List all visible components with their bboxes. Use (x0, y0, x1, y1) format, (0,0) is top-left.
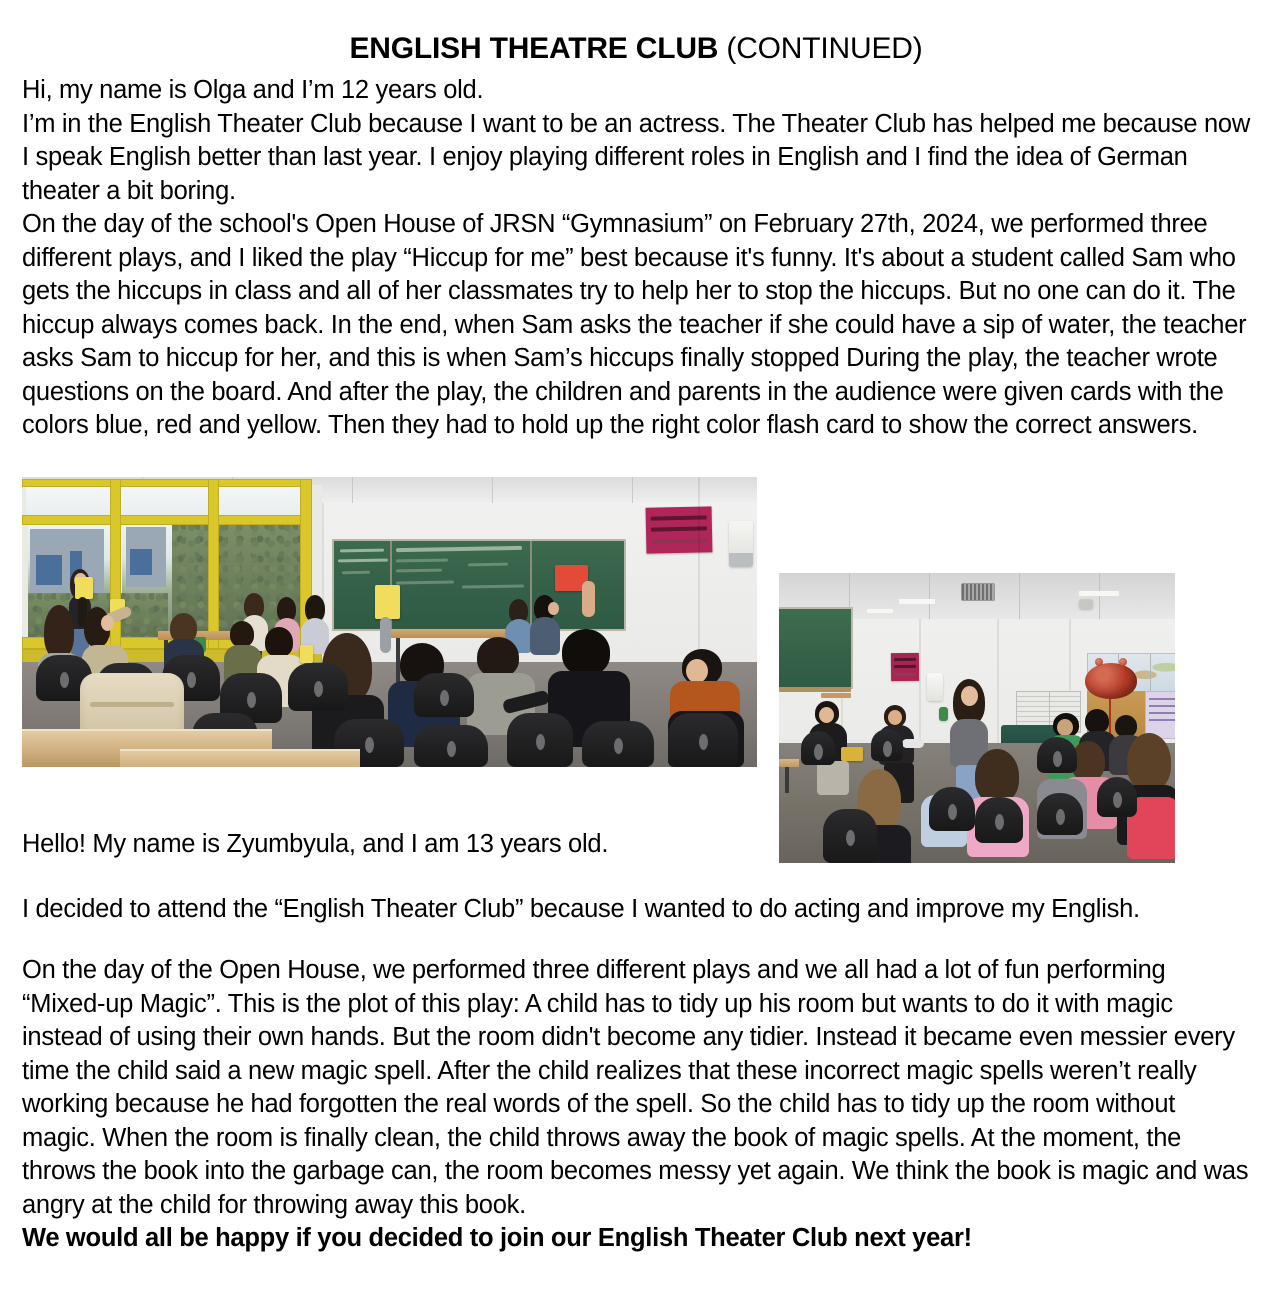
raised-arm (380, 617, 391, 653)
photo-classroom-student-presenting (779, 573, 1175, 863)
zyumbyula-intro: Hello! My name is Zyumbyula, and I am 13 years old. (22, 830, 609, 858)
torso (530, 617, 560, 655)
head (101, 615, 114, 631)
olga-paragraph-2: On the day of the school's Open House of JRSN “Gymnasium” on February 27th, 2024, we performed three different plays, and I liked the play “Hiccup for me” best because it's funny. It's about a student called Sam who gets the hiccups in class and all of her classmates try to help her to stop the hiccups. But no one can do it. The hiccup always comes back. In the end, when Sam asks the teacher if she could have a sip of water, the teacher asks Sam to hiccup for her, and this is when Sam’s hiccups finally stopped During the play, the teacher wrote questions on the board. And after the play, the children and parents in the audience were given cards with the colors blue, red and yellow. Then they had to hold up the right color flash card to show the correct answers. (22, 210, 1247, 439)
hair (1115, 715, 1137, 737)
note-text-line (1149, 698, 1175, 700)
paper-towel-dispenser (729, 521, 753, 567)
raised-arm (582, 581, 595, 617)
chalk-writing (340, 549, 384, 553)
chalkboard-tray (821, 693, 851, 698)
olga-paragraph-1: I’m in the English Theater Club because I want to be an actress. The Theater Club has helped me because now I speak English better than last year. I enjoy playing different roles in English and I find the idea of German theater a bit boring. (22, 109, 1251, 205)
chalk-writing (396, 569, 442, 573)
yellow-folder (841, 747, 863, 761)
english-theatre-club-poster (891, 653, 919, 681)
ceiling-grid-line (929, 573, 930, 619)
ceiling-grid-line (1099, 573, 1100, 619)
head (686, 659, 708, 683)
hair (265, 627, 293, 657)
note-text-line (1149, 719, 1175, 721)
classroom-chair (871, 729, 903, 761)
classroom-chair (668, 713, 738, 767)
poster-text-line (894, 673, 915, 676)
chalk-writing (396, 580, 454, 584)
hair (477, 637, 519, 677)
note-text-line (1149, 705, 1175, 707)
poster-text-line (894, 658, 915, 661)
balloon-string (1109, 699, 1111, 735)
classroom-chair (507, 713, 573, 767)
head (888, 710, 902, 725)
yellow-flash-card (75, 577, 93, 599)
legs (817, 761, 849, 795)
wall-speaker (1079, 599, 1093, 609)
map-divider (1150, 654, 1151, 692)
hair (44, 605, 74, 659)
crab-foil-balloon (1085, 663, 1137, 699)
hair (230, 621, 254, 647)
balloon-eye (1095, 658, 1103, 666)
hair (1085, 709, 1109, 733)
exterior-window (36, 555, 62, 585)
zyumbyula-paragraph-2-section (22, 954, 1254, 1256)
foreground-desk (120, 749, 360, 767)
window-frame (22, 515, 312, 525)
classroom-chair (288, 663, 348, 711)
window-glass (26, 487, 114, 515)
zyumbyula-paragraph-2: On the day of the Open House, we performed three different plays and we all had a lot of fun performing “Mixed-up Magic”. This is the plot of this play: A child has to tidy up his room but wants to do it with magic instead of using their own hands. But the room didn't become any tidier. Instead it became even messier every time the child said a new magic spell. After the child realizes that these incorrect magic spells weren’t really working because he had forgotten the real words of the spell. So the child has to tidy up the room without magic. When the room is finally clean, the child throws away the book of magic spells. At the moment, the throws the book into the garbage can, the room becomes messy yet again. We think the book is magic and was angry at the child for throwing away this book. (22, 956, 1249, 1219)
zyumbyula-paragraph-1: I decided to attend the “English Theater Club” because I wanted to do acting and improve my English. (22, 895, 1140, 923)
head (548, 602, 559, 615)
ceiling-light (899, 599, 935, 604)
zyumbyula-intro-section (22, 828, 767, 862)
classroom-chair (582, 721, 654, 767)
chalkboard-divider (530, 541, 532, 629)
classroom-chair (801, 731, 835, 765)
window-frame (208, 479, 219, 649)
ceiling-grid-line (352, 477, 353, 503)
page-title-bold: ENGLISH THEATRE CLUB (349, 32, 719, 66)
photo-2-scene (779, 573, 1175, 863)
hair (1127, 733, 1171, 791)
zyumbyula-paragraph-1-section (22, 893, 1254, 927)
yellow-flash-card (375, 585, 400, 619)
window-frame (22, 479, 312, 487)
head (1057, 719, 1073, 736)
olga-intro: Hi, my name is Olga and I’m 12 years old. (22, 76, 484, 104)
classroom-chair (823, 809, 877, 863)
page-title (0, 30, 1272, 68)
page-title-continued: (CONTINUED) (718, 32, 923, 66)
zyumbyula-closing: We would all be happy if you decided to join our English Theater Club next year! (22, 1224, 972, 1252)
chalk-writing (462, 584, 524, 588)
chalkboard (779, 607, 853, 689)
wall-seam (997, 619, 999, 749)
chalk-writing (396, 559, 448, 563)
chalk-writing (468, 563, 508, 567)
ceiling-grid-line (1019, 573, 1020, 619)
window-glass (120, 485, 210, 515)
classroom-chair (1037, 737, 1077, 773)
head (961, 686, 978, 706)
hair (975, 749, 1019, 803)
exterior-window (130, 549, 152, 575)
classroom-chair (929, 787, 975, 831)
photo-1-scene (22, 477, 757, 767)
classroom-chair (1037, 793, 1083, 835)
desk-leg (785, 767, 789, 793)
classroom-chair (1097, 777, 1137, 817)
side-desk (779, 759, 799, 767)
note-text-line (1149, 712, 1175, 714)
english-theatre-club-poster (646, 506, 713, 553)
classroom-chair (414, 725, 488, 767)
ceiling-vent (961, 583, 995, 601)
ceiling-grid-line (492, 477, 493, 503)
head (819, 707, 834, 723)
green-bottle (939, 707, 948, 721)
poster-text-line (894, 665, 915, 668)
paper-towel-dispenser (927, 673, 943, 701)
ceiling-light (1079, 591, 1119, 596)
olga-section (22, 74, 1254, 443)
window-glass (216, 483, 302, 515)
ceiling-light (867, 609, 893, 613)
classroom-chair (414, 673, 474, 717)
chalk-writing (338, 559, 388, 563)
classroom-chair (975, 797, 1023, 843)
hood (562, 629, 610, 675)
chalk-writing (396, 546, 522, 552)
sleeve-stripe (902, 739, 924, 748)
chalk-writing (342, 571, 370, 574)
chalkboard-tray (779, 687, 851, 692)
photo-classroom-audience-flashcards (22, 477, 757, 767)
balloon-eye (1119, 658, 1127, 666)
ceiling-grid-line (632, 477, 633, 503)
yellow-flash-card (300, 645, 313, 663)
dispenser-base (729, 553, 753, 567)
wall-note (1145, 691, 1175, 739)
